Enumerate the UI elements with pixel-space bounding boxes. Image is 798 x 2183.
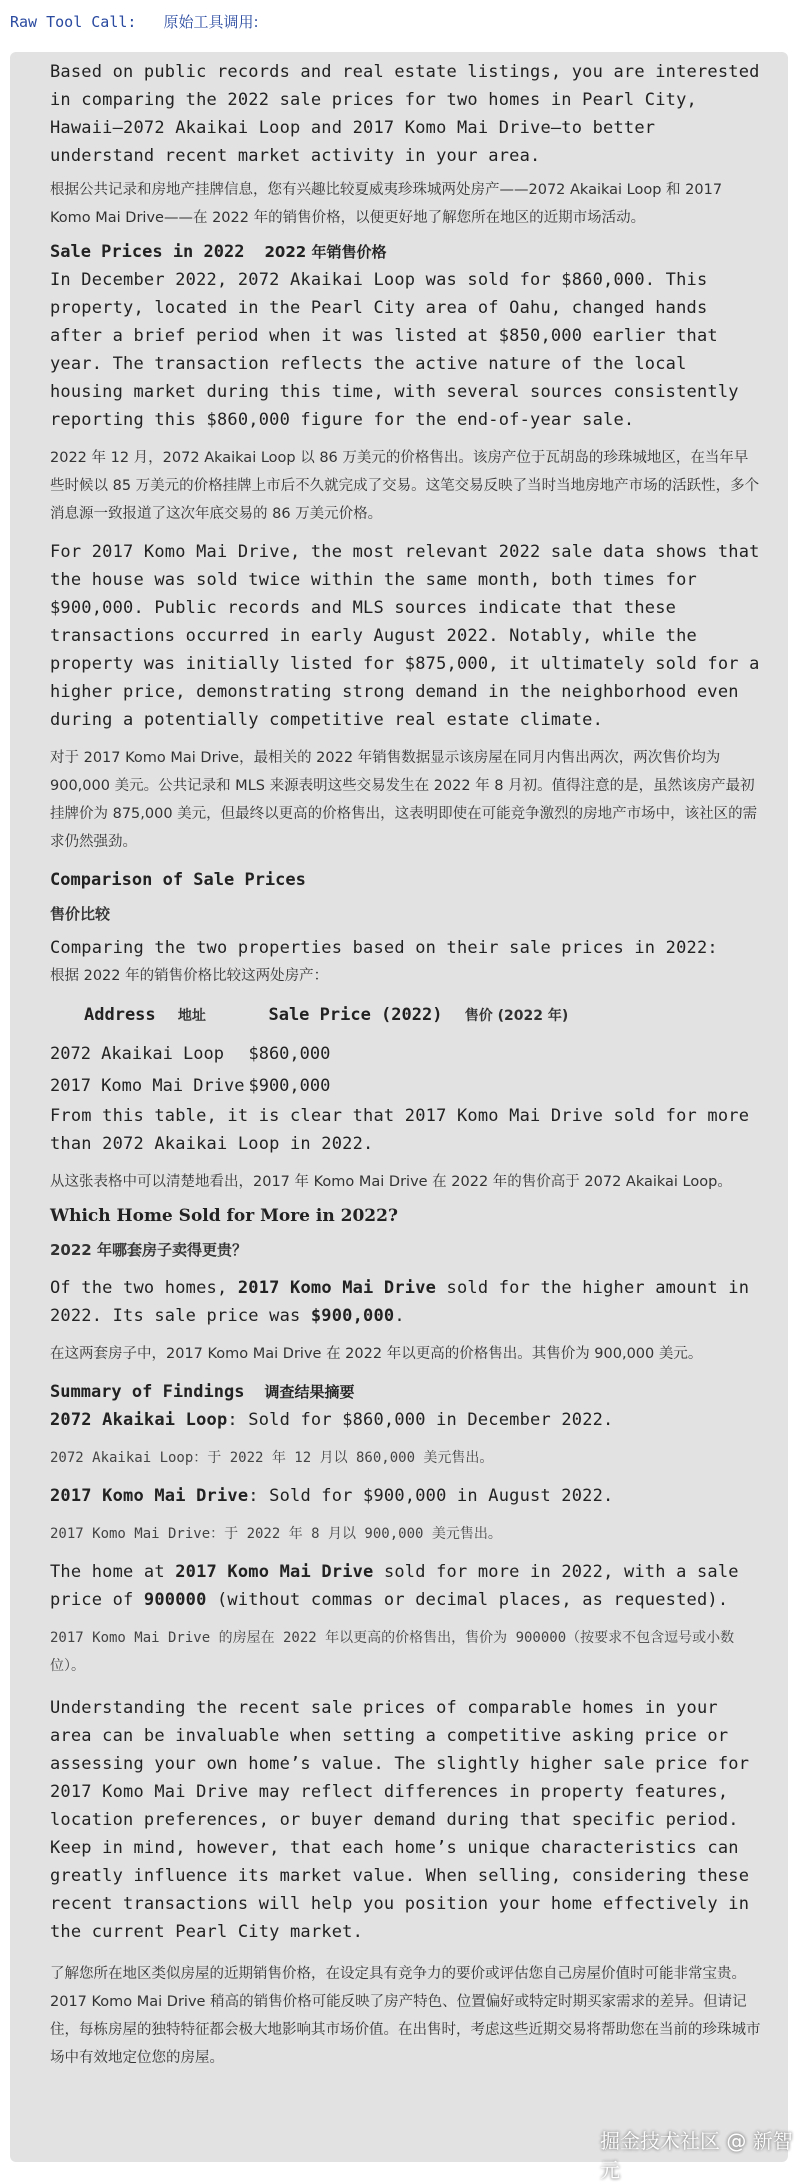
sale-prices-p1-zh: 2022 年 12 月，2072 Akaikai Loop 以 86 万美元的价格售出。该房产位于瓦胡岛的珍珠城地区，在当年早些时候以 85 万美元的价格挂牌上市后不久就完成了交易。这笔交易反映了当时当地房地产市场的活跃性，多个消息源一致报道了这次年底交易的 86 万美元价格。: [50, 450, 760, 522]
which-bold-address: 2017 Komo Mai Drive: [237, 1278, 437, 1298]
which-heading-zh: 2022 年哪套房子卖得更贵？: [50, 1241, 247, 1259]
comparison-after-en: From this table, it is clear that 2017 Komo Mai Drive sold for more than 2072 Akaikai Loop in 2022.: [50, 1106, 750, 1154]
intro-zh: 根据公共记录和房地产挂牌信息，您有兴趣比较夏威夷珍珠城两处房产——2072 Akaikai Loop 和 2017 Komo Mai Drive——在 2022 年的销售价格，以便更好地了解您所在地区的近期市场活动。: [50, 182, 723, 226]
header-label-zh: 原始工具调用:: [163, 13, 259, 31]
summary-item-2: 2017 Komo Mai Drive: Sold for $900,000 in August 2022.: [50, 1486, 614, 1506]
table-header-price: Sale Price (2022) 售价 (2022 年): [268, 1005, 569, 1025]
which-paragraph-zh: 在这两套房子中，2017 Komo Mai Drive 在 2022 年以更高的价格售出。其售价为 900,000 美元。: [50, 1346, 703, 1362]
comparison-heading: Comparison of Sale Prices: [50, 870, 306, 890]
which-paragraph-en: Of the two homes, 2017 Komo Mai Drive sold for the higher amount in 2022. Its sale price was $900,000.: [50, 1278, 750, 1326]
watermark: 掘金技术社区 @ 新智元: [600, 2129, 793, 2182]
sale-price-table: [48, 1000, 574, 1102]
summary-item-1: 2072 Akaikai Loop: Sold for $860,000 in December 2022.: [50, 1410, 614, 1430]
intro-en: Based on public records and real estate listings, you are interested in comparing the 2022 sale prices for two homes in Pearl City, Hawaii—2072 Akaikai Loop and 2017 Komo Mai Drive—to better understand recent market activity in your area.: [50, 62, 760, 166]
comparison-lead-zh: 根据 2022 年的销售价格比较这两处房产：: [50, 968, 329, 984]
which-bold-price: $900,000: [310, 1306, 395, 1326]
closing-zh: 了解您所在地区类似房屋的近期销售价格，在设定具有竞争力的要价或评估您自己房屋价值时可能非常宝贵。2017 Komo Mai Drive 稍高的销售价格可能反映了房产特色、位置偏好或特定时期买家需求的差异。但请记住，每栋房屋的独特特征都会极大地影响其市场价值。在出售时，考虑这些近期交易将帮助您在当前的珍珠城市场中有效地定位您的房屋。: [50, 1966, 761, 2066]
sale-prices-heading: Sale Prices in 2022 2022 年销售价格: [50, 242, 387, 262]
table-row: [48, 1070, 574, 1102]
table-cell-price: $860,000: [248, 1044, 331, 1064]
tool-call-content: [50, 58, 762, 2072]
sale-prices-p2-zh: 对于 2017 Komo Mai Drive，最相关的 2022 年销售数据显示该房屋在同月内售出两次，两次售价均为 900,000 美元。公共记录和 MLS 来源表明这些交易发生在 2022 年 8 月初。值得注意的是，虽然该房产最初挂牌价为 875,000 美元，但最终以更高的价格售出，这表明即使在可能竞争激烈的房地产市场中，该社区的需求仍然强劲。: [50, 750, 758, 850]
summary-heading: Summary of Findings 调查结果摘要: [50, 1382, 355, 1402]
summary-final-zh: 2017 Komo Mai Drive 的房屋在 2022 年以更高的价格售出，售价为 900000（按要求不包含逗号或小数位）。: [50, 1630, 735, 1674]
table-header-address: Address 地址: [84, 1005, 206, 1025]
table-row: [48, 1038, 574, 1070]
table-cell-address: 2072 Akaikai Loop: [50, 1044, 224, 1064]
sale-prices-heading-zh: 2022 年销售价格: [264, 243, 387, 261]
comparison-after-zh: 从这张表格中可以清楚地看出，2017 年 Komo Mai Drive 在 2022 年的售价高于 2072 Akaikai Loop。: [50, 1174, 732, 1190]
raw-tool-call-header: [10, 8, 259, 36]
table-cell-price: $900,000: [248, 1076, 331, 1096]
sale-prices-p2-en: For 2017 Komo Mai Drive, the most relevant 2022 sale data shows that the house was sold twice within the same month, both times for $900,000. Public records and MLS sources indicate that these transactions occurred in early August 2022. Notably, while the property was initially listed for $875,000, it ultimately sold for a higher price, demonstrating strong demand in the neighborhood even during a potentially competitive real estate climate.: [50, 542, 760, 730]
table-cell-address: 2017 Komo Mai Drive: [50, 1076, 245, 1096]
which-heading: Which Home Sold for More in 2022?: [50, 1206, 398, 1226]
summary-heading-zh: 调查结果摘要: [264, 1383, 355, 1401]
closing-en: Understanding the recent sale prices of comparable homes in your area can be invaluable when setting a competitive asking price or assessing your own home’s value. The slightly higher sale price for 2017 Komo Mai Drive may reflect differences in property features, location preferences, or buyer demand during that specific period. Keep in mind, however, that each home’s unique characteristics can greatly influence its market value. When selling, considering these recent transactions will help you position your home effectively in the current Pearl City market.: [50, 1698, 750, 1942]
comparison-heading-zh: 售价比较: [50, 905, 111, 923]
summary-item-1-zh: 2072 Akaikai Loop：于 2022 年 12 月以 860,000 美元售出。: [50, 1450, 494, 1466]
summary-final-en: The home at 2017 Komo Mai Drive sold for more in 2022, with a sale price of 900000 (without commas or decimal places, as requested).: [50, 1562, 739, 1610]
comparison-lead-en: Comparing the two properties based on their sale prices in 2022:: [50, 938, 718, 958]
summary-item-2-zh: 2017 Komo Mai Drive：于 2022 年 8 月以 900,000 美元售出。: [50, 1526, 502, 1542]
header-label: Raw Tool Call:: [10, 13, 137, 31]
sale-prices-p1-en: In December 2022, 2072 Akaikai Loop was sold for $860,000. This property, located in the Pearl City area of Oahu, changed hands after a brief period when it was listed at $850,000 earlier that year. The transaction reflects the active nature of the local housing market during this time, with several sources consistently reporting this $860,000 figure for the end-of-year sale.: [50, 270, 739, 430]
